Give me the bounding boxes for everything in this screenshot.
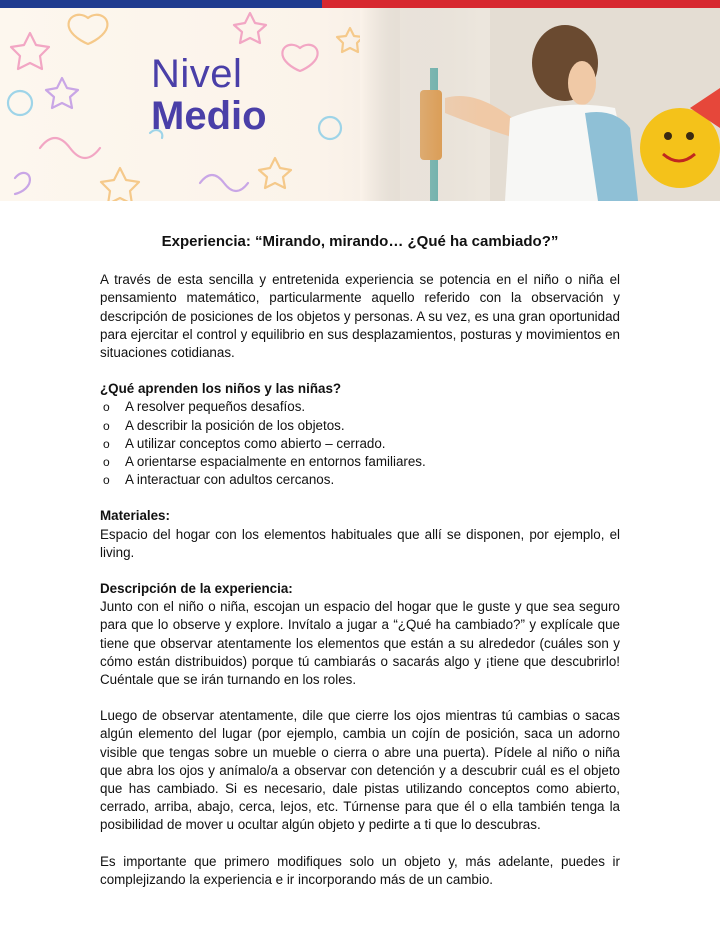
bullet-icon: o [103, 400, 110, 415]
description-paragraph-1: Junto con el niño o niña, escojan un espacio del hogar que le guste y que sea seguro para que lo observe y explore. Invítalo a jugar a “¿Qué ha cambiado?” y explícale que tiene que observar atentamente los elementos que están a su alrededor (cuáles son y cómo están distribuidos) porque tú cambiarás o sacarás algo y ¡tiene que descubrirlo! Cuéntale que se irán turnando en los roles. [100, 599, 620, 688]
materials-text: Espacio del hogar con los elementos habituales que allí se disponen, por ejemplo, el living. [100, 526, 620, 560]
brand-line-nivel: Nivel [151, 52, 243, 96]
list-item: o A describir la posición de los objetos. [100, 417, 620, 435]
learn-heading: ¿Qué aprenden los niños y las niñas? [100, 381, 342, 397]
list-item: o A utilizar conceptos como abierto – cerrado. [100, 435, 620, 453]
bullet-icon: o [103, 455, 110, 470]
document-body [100, 233, 620, 889]
list-item: o A resolver pequeños desafíos. [100, 398, 620, 416]
description-paragraph-3: Es importante que primero modifiques solo un objeto y, más adelante, puedes ir complejizando la experiencia e ir incorporando más de un cambio. [100, 853, 620, 887]
bullet-icon: o [103, 436, 110, 451]
list-item: o A interactuar con adultos cercanos. [100, 471, 620, 489]
child-photo-illustration [360, 8, 720, 201]
intro-paragraph: A través de esta sencilla y entretenida experiencia se potencia en el niño o niña el pensamiento matemático, particularmente aquello referido con la observación y descripción de posiciones de los objetos y personas. A su vez, es una gran oportunidad para ejercitar el control y equilibrio en sus desplazamientos, posturas y movimientos en situaciones cotidianas. [100, 272, 620, 361]
description-heading: Descripción de la experiencia: [100, 581, 293, 597]
page-title: Experiencia: “Mirando, mirando… ¿Qué ha cambiado?” [161, 233, 559, 250]
brand-line-medio: Medio [151, 94, 267, 138]
list-item: o A orientarse espacialmente en entornos familiares. [100, 453, 620, 471]
top-color-bar [0, 0, 720, 8]
header-banner [0, 8, 720, 201]
bullet-icon: o [103, 473, 110, 488]
materials-heading: Materiales: [100, 508, 170, 524]
top-bar-blue [0, 0, 322, 8]
top-bar-red [322, 0, 720, 8]
bullet-icon: o [103, 418, 110, 433]
description-paragraph-2: Luego de observar atentamente, dile que cierre los ojos mientras tú cambias o sacas algún elemento del lugar (por ejemplo, cambia un cojín de posición, saca un adorno visible que tengas sobre un mueble o cierra o abre una puerta). Pídele al niño o niña que abra los ojos y anímalo/a a observar con detención y a descubrir cuál es el objeto que has cambiado. Si es necesario, dale pistas utilizando conceptos como abierto, cerrado, arriba, abajo, cerca, lejos, etc. Túrnense para que él o ella también tenga la posibilidad de mover u ocultar algún objeto y pedirte a ti que lo descubras. [100, 708, 620, 833]
learn-list [100, 398, 620, 489]
brand-logo-text [151, 54, 267, 136]
